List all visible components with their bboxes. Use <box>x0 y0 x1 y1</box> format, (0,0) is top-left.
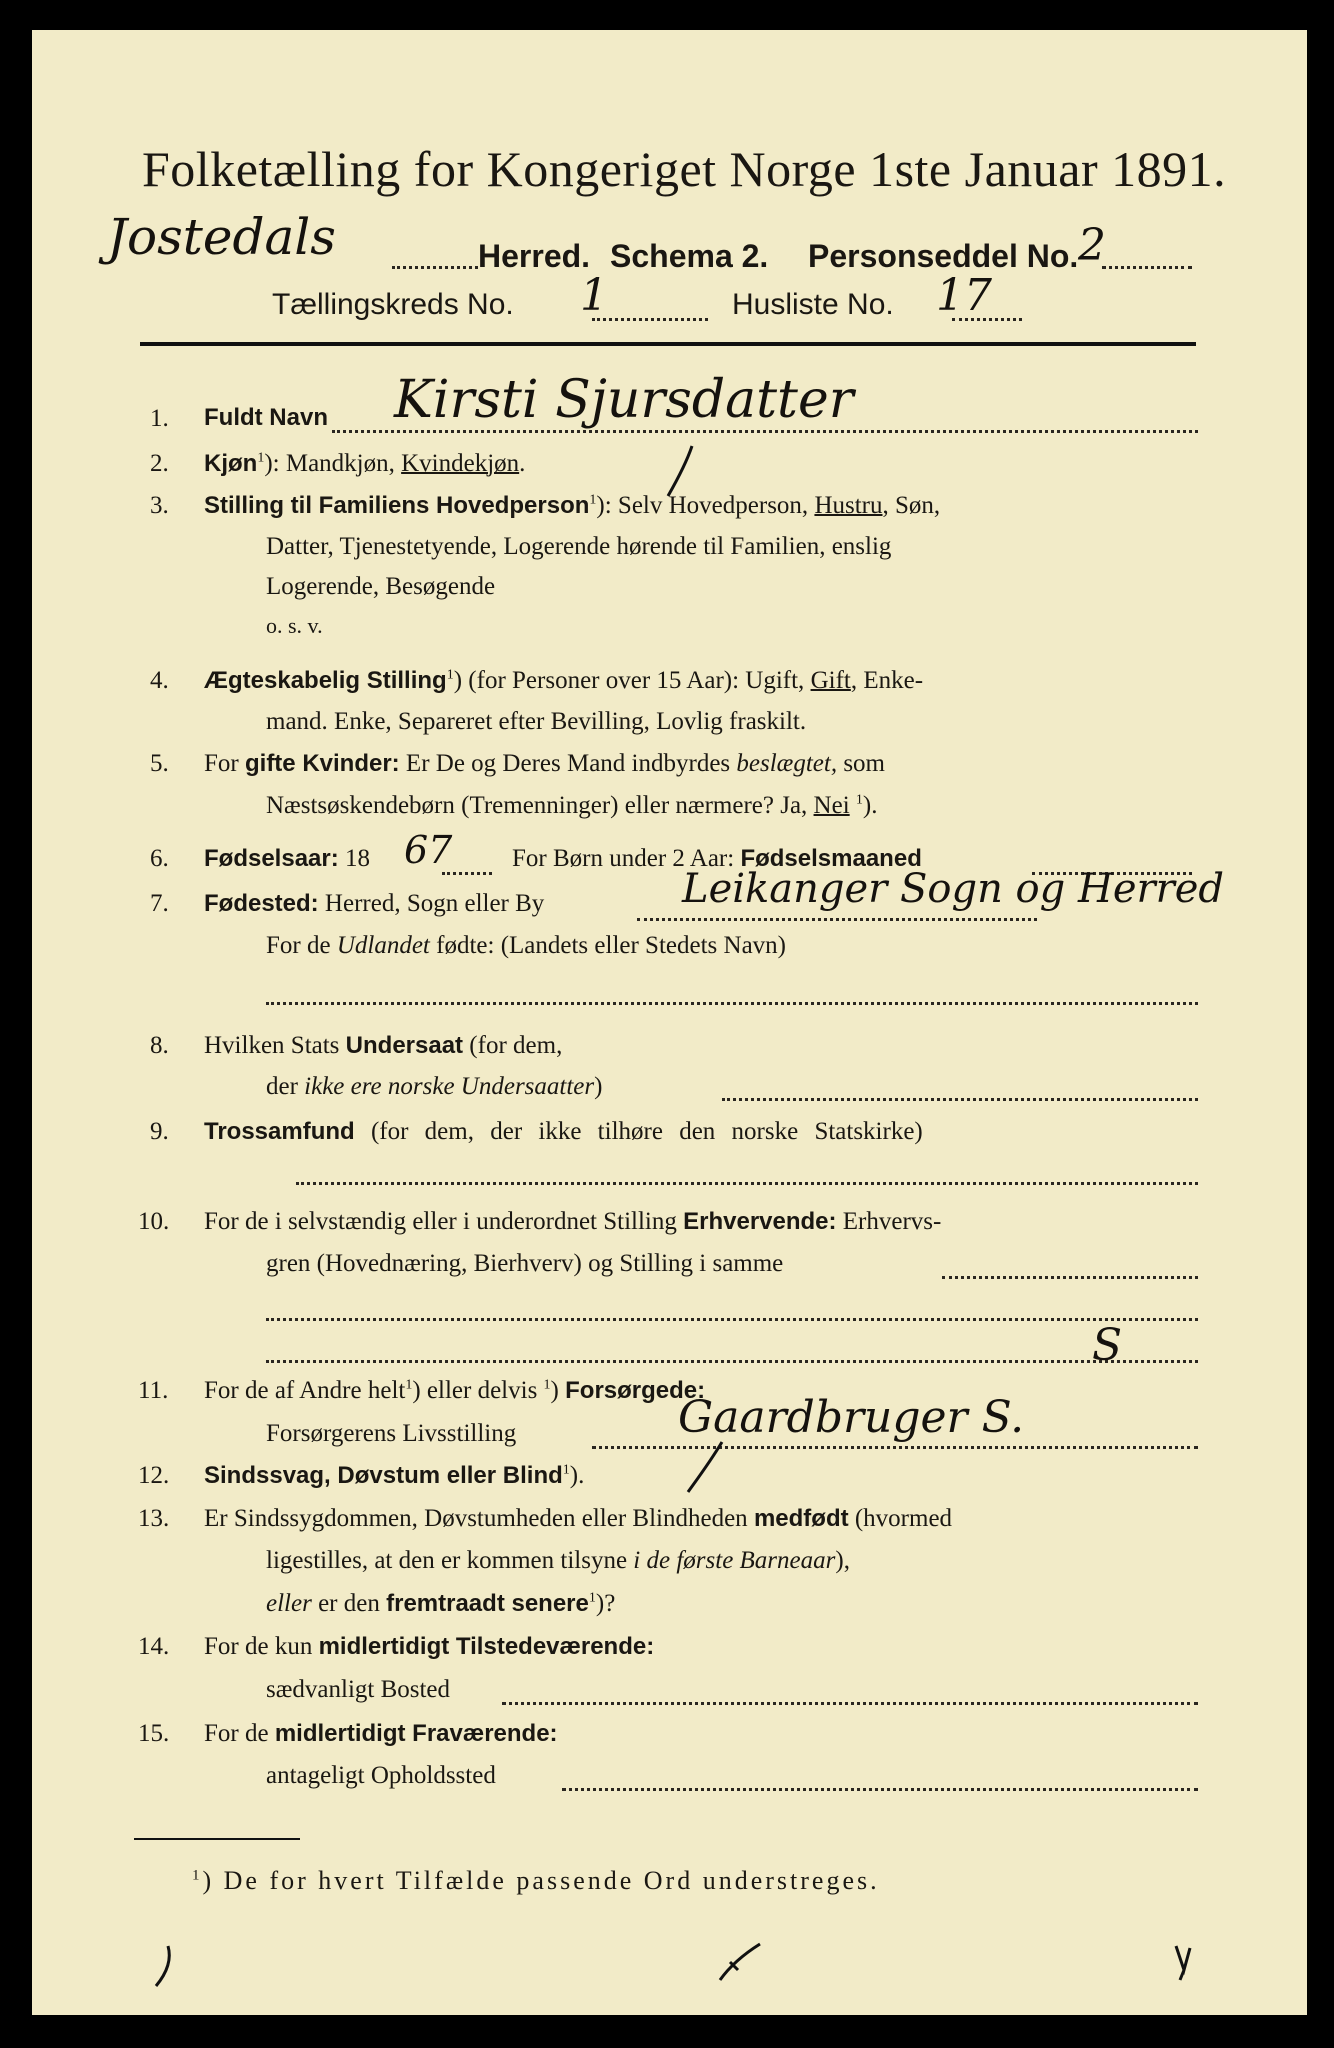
item-7-text: Fødested: Herred, Sogn eller By <box>204 890 545 917</box>
husliste-label: Husliste No. <box>732 288 894 321</box>
item-12-text: Sindssvag, Døvstum eller Blind$^1$). <box>204 1462 585 1489</box>
item-11-line-2: Forsørgerens Livsstilling <box>266 1420 517 1447</box>
kreds-label: Tællingskreds No. <box>272 288 514 321</box>
item-14-text: For de kun midlertidigt Tilstedeværende: <box>204 1633 655 1660</box>
item-3-line-3: Logerende, Besøgende <box>266 573 496 600</box>
item-15-dotted-line <box>562 1788 1198 1791</box>
census-form <box>32 30 1307 2015</box>
kreds-handwritten: 1 <box>580 270 608 321</box>
item-3-text: Stilling til Familiens Hovedperson$^1$): Selv Hovedperson, Hustru, Søn, <box>204 492 941 519</box>
item-3-line-2: Datter, Tjenestetyende, Logerende hørende til Familien, enslig <box>266 533 892 560</box>
item-15-text: For de midlertidigt Fraværende: <box>204 1720 558 1747</box>
item-8-text: Hvilken Stats Undersaat (for dem, <box>204 1032 563 1059</box>
item-1-number: 1. <box>150 405 169 432</box>
item-6-dotted-line <box>442 872 492 875</box>
item-14-dotted-line <box>502 1702 1198 1705</box>
item-4-line-2: mand. Enke, Separeret efter Bevilling, Lovlig fraskilt. <box>266 708 807 735</box>
item-5-number: 5. <box>150 750 169 777</box>
item-6-handwritten-year: 67 <box>404 828 453 872</box>
item-10-line-2: gren (Hovednæring, Bierhverv) og Stilling i samme <box>266 1250 784 1277</box>
item-1-handwritten-name: Kirsti Sjursdatter <box>394 370 854 430</box>
item-7-handwritten-place: Leikanger Sogn og Herred <box>682 866 1225 912</box>
bottom-pen-mark-right <box>1168 1940 1198 1986</box>
item-14-number: 14. <box>138 1633 170 1660</box>
footnote: $^1$) De for hvert Tilfælde passende Ord understreges. <box>192 1866 880 1895</box>
item-2-text: Kjøn$^1$): Mandkjøn, Kvindekjøn. <box>204 450 526 477</box>
item-11-number: 11. <box>138 1377 169 1404</box>
item-8-dotted-line <box>722 1098 1198 1101</box>
item-13-text: Er Sindssygdommen, Døvstumheden eller Blindheden medfødt (hvormed <box>204 1505 953 1532</box>
item-10-dotted-line-2 <box>266 1318 1198 1321</box>
husliste-handwritten: 17 <box>936 270 992 321</box>
item-15-line-2: antageligt Opholdssted <box>266 1762 496 1789</box>
item-5-line-2: Næstsøskendebørn (Tremenninger) eller nærmere? Ja, Nei $^1$). <box>266 792 878 819</box>
item-11-handwritten-mark: S <box>1092 1320 1123 1371</box>
item-13-number: 13. <box>138 1505 170 1532</box>
herred-dotted-line <box>392 266 478 269</box>
item-7-dotted-line <box>637 918 1037 921</box>
item-7-number: 7. <box>150 890 169 917</box>
personseddel-handwritten: 2 <box>1078 220 1106 271</box>
item-4-number: 4. <box>150 667 169 694</box>
item-13-line-2: ligestilles, at den er kommen tilsyne i de første Barneaar), <box>266 1547 850 1574</box>
bottom-pen-mark-center <box>708 1936 768 1986</box>
item-9-text: Trossamfund (for dem, der ikke tilhøre den norske Statskirke) <box>204 1118 923 1145</box>
item-14-line-2: sædvanligt Bosted <box>266 1676 451 1703</box>
item-3-line-4: o. s. v. <box>266 613 323 638</box>
personseddel-dotted-line <box>1102 266 1192 269</box>
item-10-dotted-line <box>942 1276 1198 1279</box>
herred-label: Herred. <box>478 238 591 274</box>
item-6-number: 6. <box>150 845 169 872</box>
header-rule <box>140 342 1196 346</box>
item-11-handwritten-occupation: Gaardbruger S. <box>678 1392 1025 1443</box>
item-7-line-2: For de Udlandet fødte: (Landets eller Stedets Navn) <box>266 932 787 959</box>
item-1-dotted-line <box>332 430 1198 433</box>
item-2-number: 2. <box>150 450 169 477</box>
item-6-text: Fødselsaar: 18 <box>204 845 370 872</box>
husliste-dotted-line <box>952 318 1022 321</box>
footnote-rule <box>134 1838 300 1840</box>
item-9-dotted-line <box>296 1182 1198 1185</box>
item-7-dotted-line-2 <box>266 1002 1198 1005</box>
schema-label: Schema 2. <box>610 238 769 274</box>
item-15-number: 15. <box>138 1720 170 1747</box>
personseddel-label: Personseddel No. <box>808 238 1079 274</box>
item-8-line-2: der ikke ere norske Undersaatter) <box>266 1073 603 1100</box>
item-10-text: For de i selvstændig eller i underordnet Stilling Erhvervende: Erhvervs- <box>204 1208 942 1235</box>
item-6-text-2: For Børn under 2 Aar: Fødselsmaaned <box>512 845 922 872</box>
form-title: Folketælling for Kongeriget Norge 1ste Januar 1891. <box>142 141 1227 197</box>
item-10-number: 10. <box>138 1208 170 1235</box>
item-11-text: For de af Andre helt$^1$) eller delvis $^1$) Forsørgede: <box>204 1377 706 1404</box>
bottom-pen-mark-left <box>150 1942 180 1992</box>
item-12-number: 12. <box>138 1462 170 1489</box>
item-10-dotted-line-3 <box>266 1360 1198 1363</box>
item-1-label: Fuldt Navn <box>204 404 328 431</box>
item-12-pen-stroke <box>680 1438 730 1498</box>
item-5-text: For gifte Kvinder: Er De og Deres Mand indbyrdes beslægtet, som <box>204 750 886 777</box>
item-9-number: 9. <box>150 1118 169 1145</box>
item-8-number: 8. <box>150 1032 169 1059</box>
herred-handwritten: Jostedals <box>107 208 336 266</box>
item-4-text: Ægteskabelig Stilling$^1$) (for Personer over 15 Aar): Ugift, Gift, Enke- <box>204 667 924 694</box>
kreds-dotted-line <box>592 318 708 321</box>
item-13-line-3: eller er den fremtraadt senere$^1$)? <box>266 1590 616 1617</box>
item-3-number: 3. <box>150 492 169 519</box>
